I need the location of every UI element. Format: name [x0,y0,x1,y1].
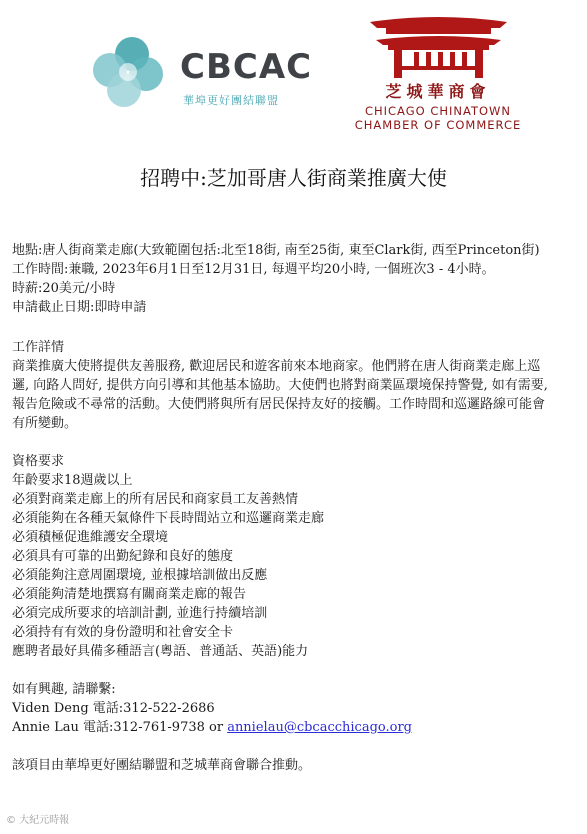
contact-heading: 如有興趣, 請聯繫: [12,682,116,697]
qualification-item: 必須完成所要求的培訓計劃, 並進行持續培訓 [12,606,268,621]
cbcac-name: CBCAC [180,47,313,87]
contact-person-2-phone: Annie Lau 電話:312-761-9738 or [12,720,228,735]
contact-person-1: Viden Deng 電話:312-522-2686 [12,701,215,716]
footer-note: 該項目由華埠更好團結聯盟和芝城華商會聯合推動。 [12,758,312,773]
info-location: 地點:唐人街商業走廊(大致範圍包括:北至18街, 南至25街, 東至Clark街, 西至Princeton街) [12,243,540,258]
qualification-item: 必須能夠清楚地撰寫有關商業走廊的報告 [12,587,247,602]
details-text: 商業推廣大使將提供友善服務, 歡迎居民和遊客前來本地商家。他們將在唐人街商業走廊上巡邏, 向路人問好, 提供方向引導和其他基本協助。大使們也將對商業區環境保持警覺, 如有需要, 報告危險或不尋常的活動。大使們將與所有居民保持友好的接觸。工作時間和巡邏路線可能會有所變動。 [12,359,548,431]
info-hours: 工作時間:兼職, 2023年6月1日至12月31日, 每週平均20小時, 一個班次3 - 4小時。 [12,262,495,277]
qualifications-heading: 資格要求 [12,454,65,469]
ccc-english-line1: CHICAGO CHINATOWN [364,104,512,118]
info-deadline: 申請截止日期:即時申請 [12,300,147,315]
qualification-item: 必須對商業走廊上的所有居民和商家員工友善熱情 [12,492,299,507]
document-body [12,241,552,775]
info-wage: 時薪:20美元/小時 [12,281,116,296]
ccc-chinese-name: 芝城華商會 [385,82,491,101]
qualification-item: 年齡要求18週歲以上 [12,473,133,488]
page-title: 招聘中:芝加哥唐人街商業推廣大使 [140,166,447,190]
qualification-item: 必須能夠在各種天氣條件下長時間站立和巡邏商業走廊 [12,511,325,526]
qualification-item: 必須具有可靠的出勤紀錄和良好的態度 [12,549,234,564]
cbcac-subtitle: 華埠更好團結聯盟 [183,94,279,107]
qualification-item: 應聘者最好具備多種語言(粵語、普通話、英語)能力 [12,644,309,659]
qualification-item: 必須積極促進維護安全環境 [12,530,169,545]
ccc-english-line2: CHAMBER OF COMMERCE [354,118,522,132]
qualification-item: 必須持有有效的身份證明和社會安全卡 [12,625,234,640]
contact-person-2 [12,718,552,737]
qualification-item: 必須能夠注意周圍環境, 並根據培訓做出反應 [12,568,268,583]
cbcac-flower-icon [88,32,168,112]
chinatown-gate-icon [366,14,511,78]
contact-email-link[interactable]: annielau@cbcacchicago.org [227,720,412,735]
watermark: © 大紀元時報 [6,815,70,826]
cbcac-logo [88,32,318,112]
ccc-logo [348,14,528,132]
details-heading: 工作詳情 [12,340,65,355]
